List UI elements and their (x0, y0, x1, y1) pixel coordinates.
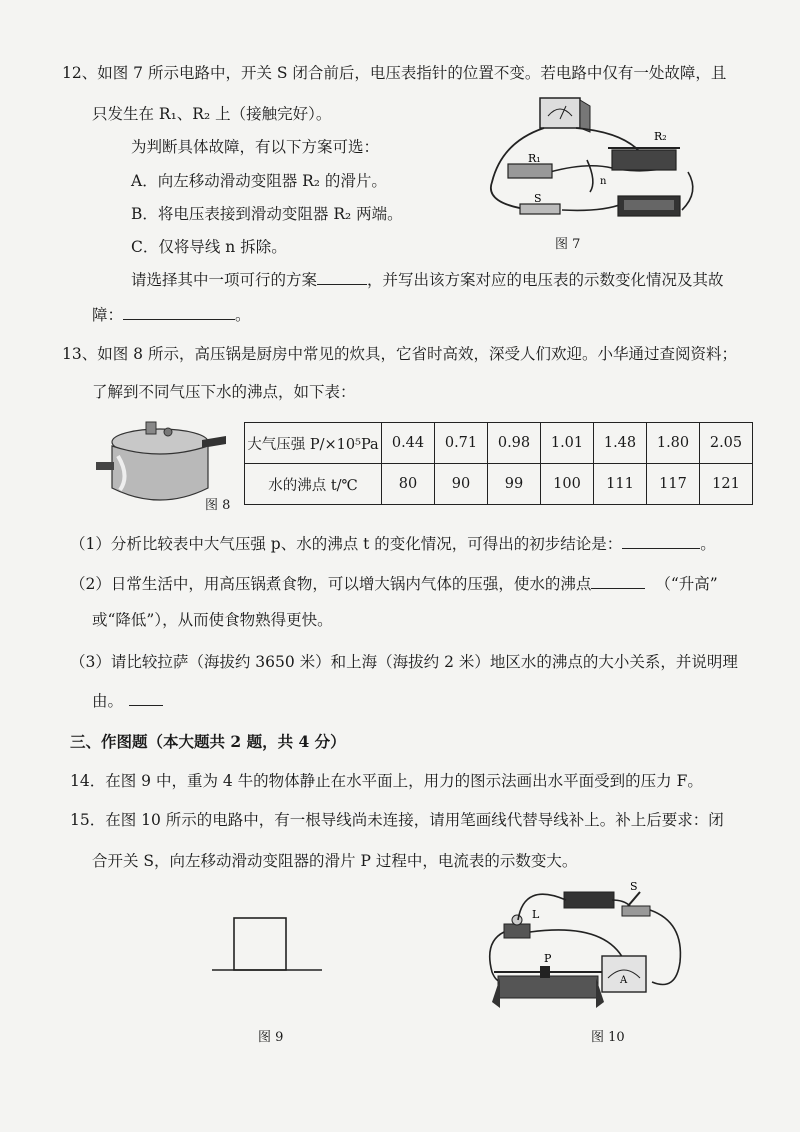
q13-sub2 (70, 572, 718, 595)
q13-answer-blank-2[interactable] (591, 572, 645, 589)
fig7-label-s: S (534, 192, 542, 205)
q12-answer-blank-1[interactable] (317, 268, 367, 285)
q12-ask-text-d: 。 (235, 306, 251, 324)
table-row-pressure (245, 423, 753, 464)
q12-line2: 只发生在 R₁、R₂ 上（接触完好）。 (92, 105, 332, 123)
table-cell: 80 (382, 464, 435, 505)
q12-option-b: B．将电压表接到滑动变阻器 R₂ 两端。 (131, 205, 403, 223)
q13-sub2-choice: （“升高” (655, 575, 718, 593)
q13-sub1-text: （1）分析比较表中大气压强 p、水的沸点 t 的变化情况，可得出的初步结论是： (70, 535, 623, 553)
table-cell: 0.71 (435, 423, 488, 464)
q12-ask-line2 (92, 303, 251, 326)
table-cell: 111 (594, 464, 647, 505)
q13-sub1-end: 。 (700, 535, 716, 553)
q12-option-a: A．向左移动滑动变阻器 R₂ 的滑片。 (131, 172, 387, 190)
q13-sub3: （3）请比较拉萨（海拔约 3650 米）和上海（海拔约 2 米）地区水的沸点的大小关系，并说明理 (70, 653, 738, 671)
table-cell: 0.44 (382, 423, 435, 464)
table-cell: 2.05 (700, 423, 753, 464)
q12-option-c: C．仅将导线 n 拆除。 (131, 238, 287, 256)
q15-line2: 合开关 S，向左移动滑动变阻器的滑片 P 过程中，电流表的示数变大。 (92, 852, 578, 870)
q13-sub2-line2: 或“降低”），从而使食物熟得更快。 (92, 611, 333, 629)
figure-7-caption: 图 7 (555, 237, 581, 252)
q14-text: 14．在图 9 中，重为 4 牛的物体静止在水平面上，用力的图示法画出水平面受到的压力 F。 (70, 772, 703, 790)
q12-ask-text-c: 障： (92, 306, 124, 324)
table-cell: 1.01 (541, 423, 594, 464)
fig10-label-p: P (544, 952, 552, 965)
fig7-label-n: n (600, 176, 607, 187)
table-cell: 90 (435, 464, 488, 505)
table-cell: 1.48 (594, 423, 647, 464)
fig7-label-r1: R₁ (528, 152, 541, 165)
q13-sub1 (70, 532, 716, 555)
section-3-title: 三、作图题（本大题共 2 题，共 4 分） (70, 732, 346, 751)
q15-line1: 15．在图 10 所示的电路中，有一根导线尚未连接，请用笔画线代替导线补上。补上后要求：闭 (70, 811, 724, 829)
table-cell: 99 (488, 464, 541, 505)
table-cell: 100 (541, 464, 594, 505)
table-cell: 1.80 (647, 423, 700, 464)
q12-ask-line1 (131, 268, 724, 291)
table-cell: 117 (647, 464, 700, 505)
table-header-boiling-point: 水的沸点 t/℃ (245, 464, 382, 505)
table-row-boiling-point (245, 464, 753, 505)
q13-sub2-text: （2）日常生活中，用高压锅煮食物，可以增大锅内气体的压强，使水的沸点 (70, 575, 592, 593)
q13-line1: 13、如图 8 所示，高压锅是厨房中常见的炊具，它省时高效，深受人们欢迎。小华通过查阅资料； (62, 345, 737, 363)
table-cell: 121 (700, 464, 753, 505)
q12-ask-text-b: ，并写出该方案对应的电压表的示数变化情况及其故 (367, 271, 724, 289)
q12-answer-blank-2[interactable] (123, 303, 235, 320)
figure-9-block-on-surface[interactable] (210, 912, 326, 974)
q13-sub3-text: 由。 (92, 692, 124, 710)
fig10-label-l: L (532, 908, 540, 921)
q13-line2: 了解到不同气压下水的沸点，如下表： (92, 383, 356, 401)
table-header-pressure: 大气压强 P/×10⁵Pa (245, 423, 382, 464)
figure-9-caption: 图 9 (258, 1030, 284, 1045)
fig10-label-s: S (630, 882, 638, 893)
q12-ask-text-a: 请选择其中一项可行的方案 (131, 271, 318, 289)
q13-sub3-line2 (92, 689, 163, 712)
table-cell: 0.98 (488, 423, 541, 464)
fig10-label-a: A (620, 975, 628, 986)
figure-8-caption: 图 8 (205, 498, 231, 513)
q13-answer-blank-1[interactable] (622, 532, 700, 549)
figure-10-caption: 图 10 (591, 1030, 625, 1045)
boiling-point-table (244, 422, 753, 505)
figure-10-circuit-photo[interactable] (484, 882, 690, 1022)
q12-line3: 为判断具体故障，有以下方案可选： (131, 138, 380, 156)
q12-line1: 12、如图 7 所示电路中，开关 S 闭合前后，电压表指针的位置不变。若电路中仅有一处故障，且 (62, 64, 727, 82)
fig7-label-r2: R₂ (654, 130, 667, 143)
q13-answer-blank-3[interactable] (129, 689, 163, 706)
figure-7-circuit-photo (472, 92, 702, 232)
